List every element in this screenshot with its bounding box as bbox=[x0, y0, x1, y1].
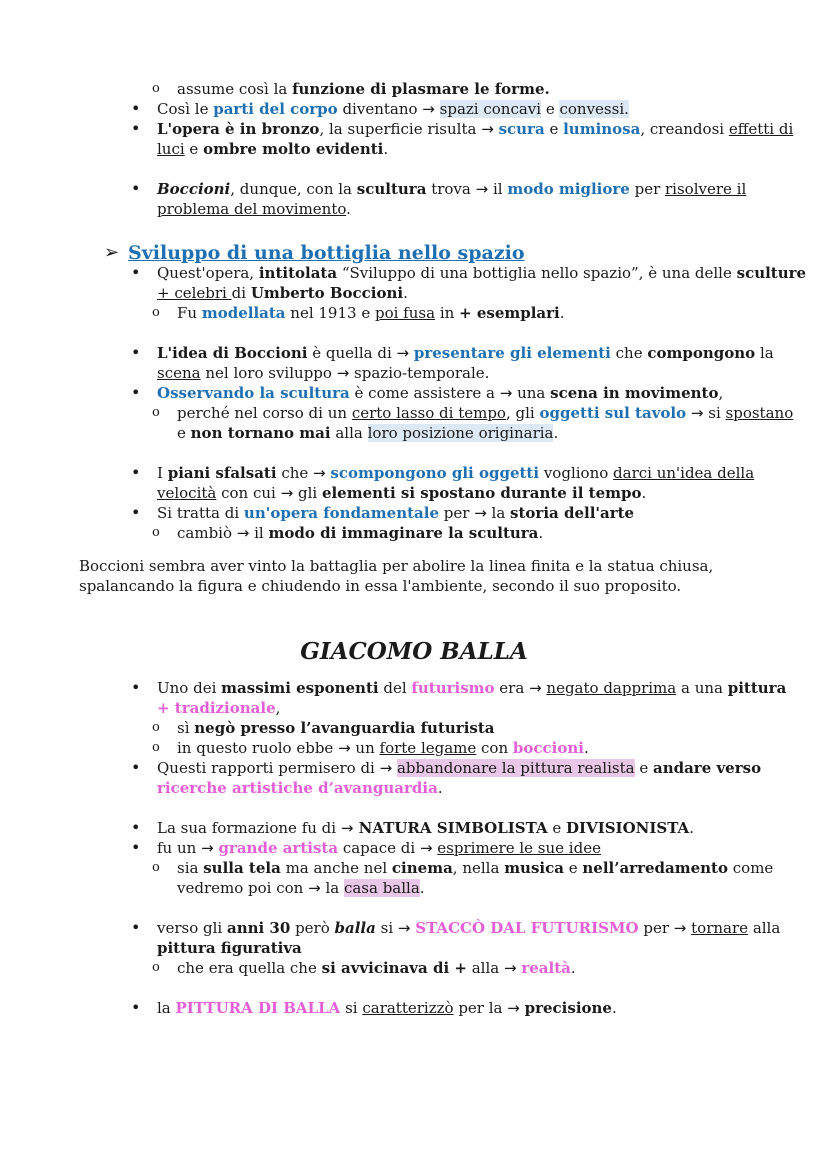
text-line: Si tratta di un'opera fondamentale per → la storia dell'arte bbox=[157, 504, 635, 522]
arrow-icon: → bbox=[419, 839, 433, 857]
sub-bullet: o bbox=[152, 81, 160, 96]
text-line: Boccioni, dunque, con la scultura trova → il modo migliore per risolvere il bbox=[157, 180, 747, 198]
bullet: • bbox=[131, 179, 141, 198]
chevron-bullet-icon: ➢ bbox=[104, 242, 120, 263]
text-line: verso gli anni 30 però balla si → STACCÒ DAL FUTURISMO per → tornare alla bbox=[157, 919, 781, 937]
text-line: scena nel loro sviluppo → spazio-temporale. bbox=[157, 364, 490, 382]
arrow-icon: → bbox=[379, 759, 393, 777]
arrow-icon: → bbox=[340, 819, 354, 837]
section-heading: Sviluppo di una bottiglia nello spazio bbox=[128, 242, 525, 264]
arrow-icon: → bbox=[201, 839, 214, 857]
arrow-icon: → bbox=[474, 504, 487, 522]
text-line: perché nel corso di un certo lasso di tempo, gli oggetti sul tavolo → si spostano bbox=[177, 404, 794, 422]
bullet: • bbox=[131, 503, 141, 522]
sub-bullet: o bbox=[152, 720, 160, 735]
text-line: + celebri di Umberto Boccioni. bbox=[157, 284, 408, 302]
text-line: cambiò → il modo di immaginare la scultura. bbox=[177, 524, 544, 542]
arrow-icon: → bbox=[336, 364, 350, 382]
text-line: luci e ombre molto evidenti. bbox=[157, 140, 389, 158]
sub-bullet: o bbox=[152, 960, 160, 975]
text-line: Fu modellata nel 1913 e poi fusa in + esemplari. bbox=[177, 304, 565, 322]
text-line: L'idea di Boccioni è quella di → presentare gli elementi che compongono la bbox=[157, 344, 774, 362]
text-line: che era quella che si avvicinava di + alla → realtà. bbox=[177, 959, 576, 977]
arrow-icon: → bbox=[236, 524, 250, 542]
bullet: • bbox=[131, 263, 141, 282]
sub-bullet: o bbox=[152, 860, 160, 875]
sub-bullet: o bbox=[152, 525, 160, 540]
text-line: ricerche artistiche d’avanguardia. bbox=[157, 779, 443, 797]
sub-bullet: o bbox=[152, 405, 160, 420]
paragraph-line: spalancando la figura e chiudendo in essa l'ambiente, secondo il suo proposito. bbox=[79, 577, 682, 595]
text-line: sia sulla tela ma anche nel cinema, nella musica e nell’arredamento come bbox=[177, 859, 774, 877]
text-line: fu un → grande artista capace di → esprimere le sue idee bbox=[157, 839, 601, 857]
sub-bullet: o bbox=[152, 305, 160, 320]
text-line: L'opera è in bronzo, la superficie risulta → scura e luminosa, creandosi effetti di bbox=[157, 120, 794, 138]
arrow-icon: → bbox=[499, 384, 513, 402]
text-line: Quest'opera, intitolata “Sviluppo di una bottiglia nello spazio”, è una delle sculture bbox=[157, 264, 807, 282]
arrow-icon: → bbox=[529, 679, 542, 697]
bullet: • bbox=[131, 758, 141, 777]
arrow-icon: → bbox=[280, 484, 294, 502]
arrow-icon: → bbox=[673, 919, 687, 937]
text-line: in questo ruolo ebbe → un forte legame con boccioni. bbox=[177, 739, 589, 757]
arrow-icon: → bbox=[422, 100, 435, 118]
text-line: vedremo poi con → la casa balla. bbox=[177, 879, 425, 897]
text-line: pittura figurativa bbox=[157, 939, 302, 957]
bullet: • bbox=[131, 818, 141, 837]
arrow-icon: → bbox=[397, 919, 411, 937]
arrow-icon: → bbox=[396, 344, 410, 362]
text-line: problema del movimento. bbox=[157, 200, 351, 218]
bullet: • bbox=[131, 343, 141, 362]
arrow-icon: → bbox=[475, 180, 489, 198]
bullet: • bbox=[131, 463, 141, 482]
text-line: La sua formazione fu di → NATURA SIMBOLISTA e DIVISIONISTA. bbox=[157, 819, 694, 837]
arrow-icon: → bbox=[507, 999, 520, 1017]
text-line: Così le parti del corpo diventano → spazi concavi e convessi. bbox=[157, 100, 629, 118]
page-title: GIACOMO BALLA bbox=[300, 638, 528, 665]
arrow-icon: → bbox=[308, 879, 321, 897]
paragraph-line: Boccioni sembra aver vinto la battaglia per abolire la linea finita e la statua chiusa, bbox=[79, 557, 714, 575]
arrow-icon: → bbox=[338, 739, 351, 757]
bullet: • bbox=[131, 838, 141, 857]
text-line: la PITTURA DI BALLA si caratterizzò per la → precisione. bbox=[157, 999, 617, 1017]
text-line: Osservando la scultura è come assistere a → una scena in movimento, bbox=[157, 384, 724, 402]
bullet: • bbox=[131, 678, 141, 697]
arrow-icon: → bbox=[481, 120, 494, 138]
text-line: velocità con cui → gli elementi si spostano durante il tempo. bbox=[157, 484, 647, 502]
bullet: • bbox=[131, 383, 141, 402]
text-line: Uno dei massimi esponenti del futurismo era → negato dapprima a una pittura bbox=[157, 679, 787, 697]
text-line: + tradizionale, bbox=[157, 699, 281, 717]
bullet: • bbox=[131, 99, 141, 118]
bullet: • bbox=[131, 918, 141, 937]
arrow-icon: → bbox=[503, 959, 517, 977]
arrow-icon: → bbox=[690, 404, 704, 422]
arrow-icon: → bbox=[313, 464, 326, 482]
bullet: • bbox=[131, 998, 141, 1017]
text-line: Questi rapporti permisero di → abbandonare la pittura realista e andare verso bbox=[157, 759, 762, 777]
text-line: e non tornano mai alla loro posizione originaria. bbox=[177, 424, 559, 442]
text-line: sì negò presso l’avanguardia futurista bbox=[177, 719, 495, 737]
sub-bullet: o bbox=[152, 740, 160, 755]
text-line: assume così la funzione di plasmare le forme. bbox=[177, 80, 550, 98]
text-line: I piani sfalsati che → scompongono gli oggetti vogliono darci un'idea della bbox=[157, 464, 755, 482]
bullet: • bbox=[131, 119, 141, 138]
